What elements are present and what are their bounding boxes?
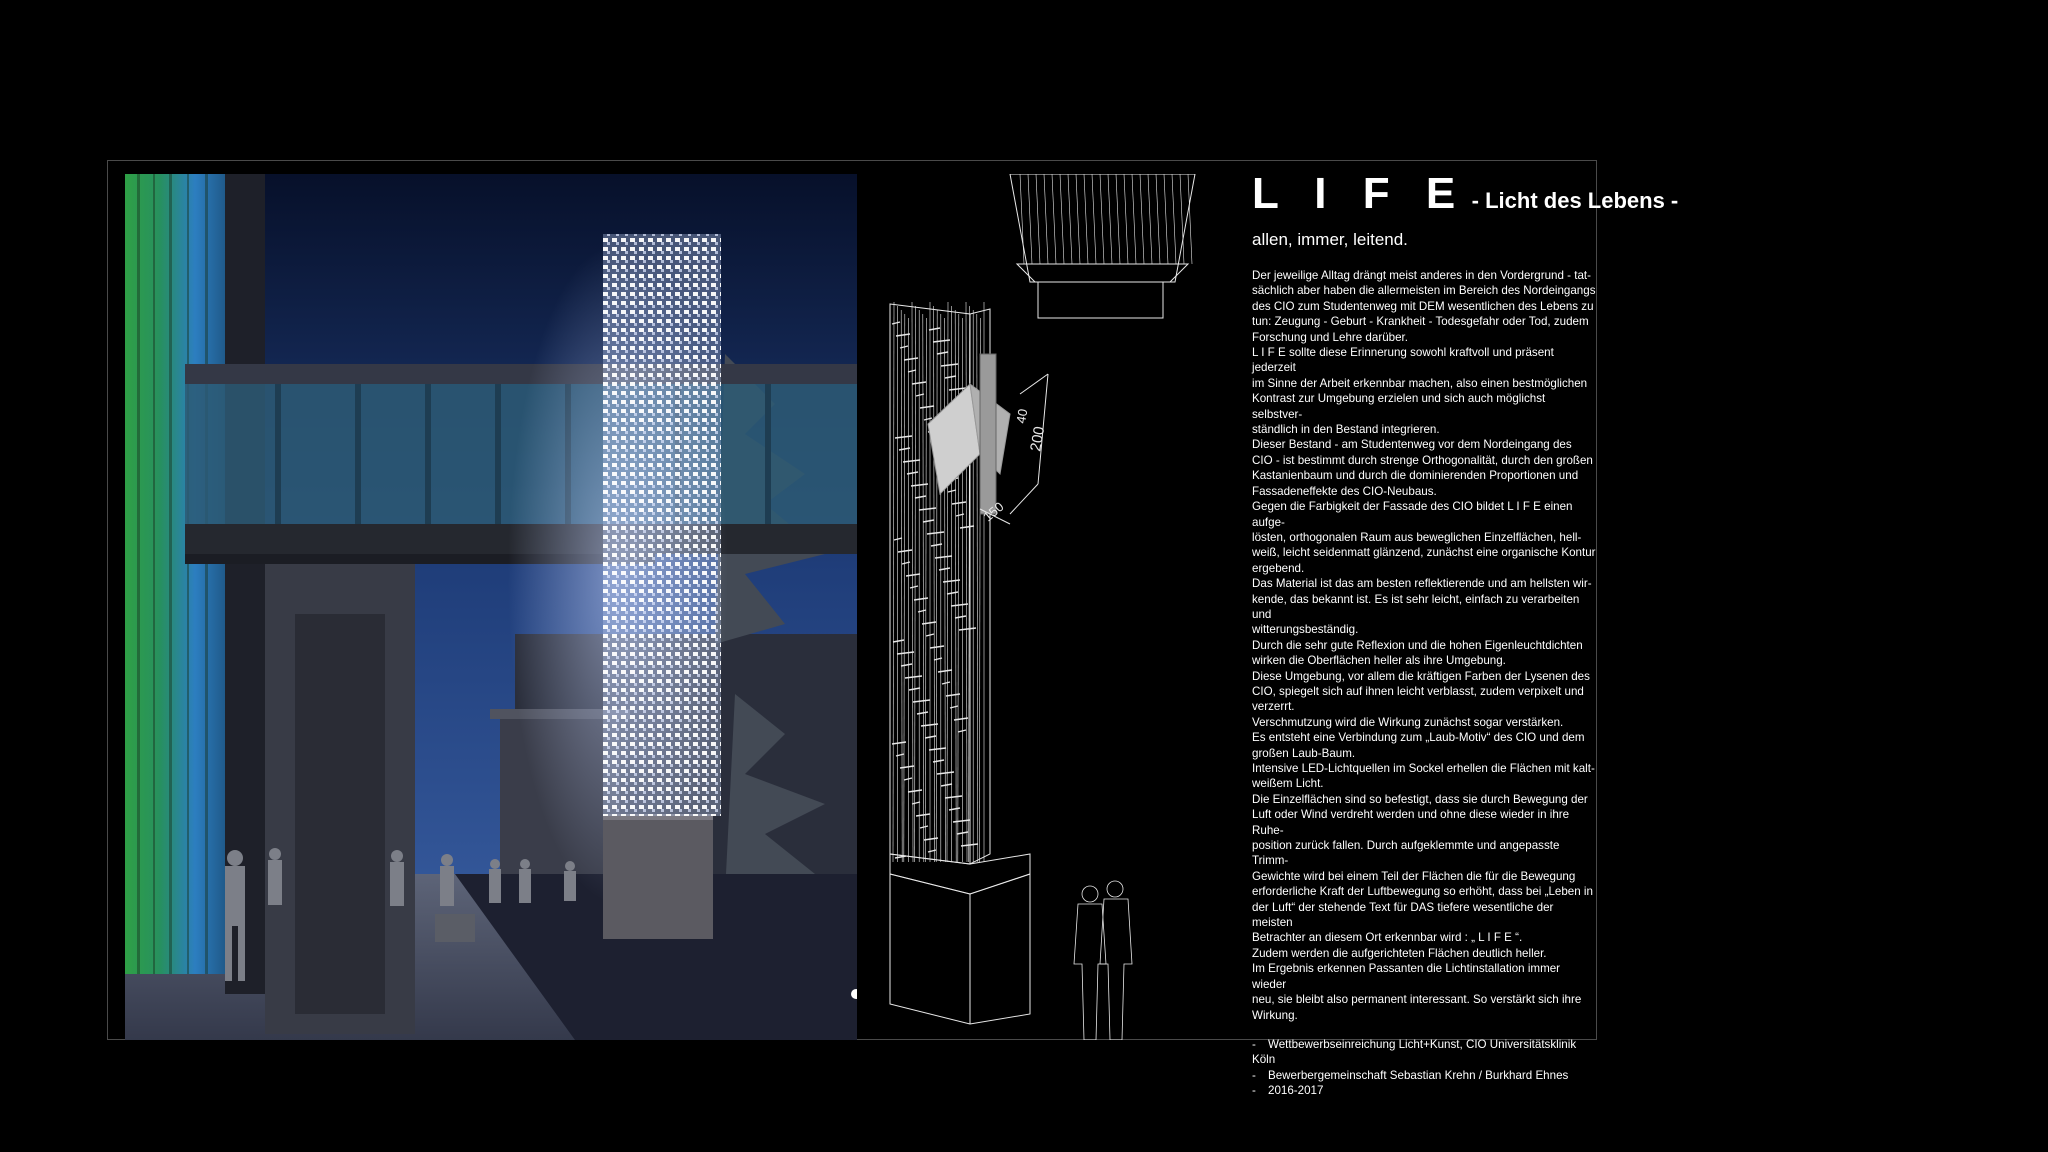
body-line: Die Einzelflächen sind so befestigt, dass sie durch Bewegung der: [1252, 792, 1588, 806]
body-line: sächlich aber haben die allermeisten im Bereich des Nordeingangs: [1252, 284, 1596, 298]
body-line: Kontrast zur Umgebung erzielen und sich auch möglichst selbstver-: [1252, 392, 1546, 421]
body-text: [1252, 268, 1597, 1023]
body-line: CIO - ist bestimmt durch strenge Orthogonalität, durch den großen: [1252, 453, 1593, 467]
body-line: Zudem werden die aufgerichteten Flächen deutlich heller.: [1252, 946, 1547, 960]
dimension-150: 150: [980, 498, 1007, 525]
body-line: Verschmutzung wird die Wirkung zunächst sogar verstärken.: [1252, 715, 1564, 729]
credit-item: - Wettbewerbseinreichung Licht+Kunst, CIO Universitätsklinik Köln: [1252, 1037, 1597, 1068]
body-line: kende, das bekannt ist. Es ist sehr leicht, einfach zu verarbeiten und: [1252, 592, 1580, 621]
title: [1252, 169, 1679, 218]
body-line: Im Ergebnis erkennen Passanten die Lichtinstallation immer wieder: [1252, 962, 1561, 991]
body-line: wirken die Oberflächen heller als ihre Umgebung.: [1252, 654, 1506, 668]
body-line: Das Material ist das am besten reflektierende und am hellsten wir-: [1252, 577, 1592, 591]
body-line: im Sinne der Arbeit erkennbar machen, also einen bestmöglichen: [1252, 376, 1588, 390]
body-line: verzerrt.: [1252, 700, 1295, 714]
body-line: position zurück fallen. Durch aufgeklemmte und angepasste Trimm-: [1252, 839, 1560, 868]
body-line: ständlich in den Bestand integrieren.: [1252, 423, 1440, 437]
body-line: Diese Umgebung, vor allem die kräftigen Farben der Lysenen des: [1252, 669, 1590, 683]
body-line: Fassadeneffekte des CIO-Neubaus.: [1252, 484, 1437, 498]
credit-item: - Bewerbergemeinschaft Sebastian Krehn / Burkhard Ehnes: [1252, 1068, 1597, 1083]
body-line: Betrachter an diesem Ort erkennbar wird : „ L I F E “.: [1252, 931, 1523, 945]
wireframe-column-top: [1010, 174, 1195, 318]
body-line: tun: Zeugung - Geburt - Krankheit - Todesgefahr oder Tod, zudem: [1252, 315, 1589, 329]
body-line: neu, sie bleibt also permanent interessant. So verstärkt sich ihre: [1252, 993, 1582, 1007]
body-line: großen Laub-Baum.: [1252, 746, 1356, 760]
body-line: CIO, spiegelt sich auf ihnen leicht verblasst, zudem verpixelt und: [1252, 684, 1584, 698]
body-line: Es entsteht eine Verbindung zum „Laub-Motiv“ des CIO und dem: [1252, 731, 1585, 745]
body-line: weißem Licht.: [1252, 777, 1324, 791]
body-line: Gegen die Farbigkeit der Fassade des CIO bildet L I F E einen aufge-: [1252, 500, 1573, 529]
body-line: Kastanienbaum und durch die dominierenden Proportionen und: [1252, 469, 1579, 483]
body-line: des CIO zum Studentenweg mit DEM wesentlichen des Lebens zu: [1252, 299, 1594, 313]
body-line: ergebend.: [1252, 561, 1305, 575]
tagline: allen, immer, leitend.: [1252, 230, 1408, 249]
body-line: Intensive LED-Lichtquellen im Sockel erhellen die Flächen mit kalt-: [1252, 762, 1595, 775]
wireframe-drawings: [870, 174, 1260, 1040]
body-line: Durch die sehr gute Reflexion und die hohen Eigenleuchtdichten: [1252, 638, 1583, 652]
body-line: Gewichte wird bei einem Teil der Flächen die für die Bewegung: [1252, 869, 1576, 883]
dimension-40: 40: [1013, 407, 1031, 425]
body-line: L I F E sollte diese Erinnerung sowohl kraftvoll und präsent jederzeit: [1252, 346, 1554, 375]
body-line: witterungsbeständig.: [1252, 623, 1359, 637]
night-rendering: [125, 174, 857, 1040]
body-line: erforderliche Kraft der Luftbewegung so erhöht, dass bei „Leben in: [1252, 885, 1593, 899]
dimension-200: 200: [1027, 425, 1049, 453]
mounting-detail: [928, 354, 1048, 524]
light-column: [603, 234, 721, 816]
body-line: Forschung und Lehre darüber.: [1252, 330, 1408, 344]
body-line: Wirkung.: [1252, 1008, 1298, 1022]
credits-list: [1252, 1037, 1597, 1099]
title-main: L I F E: [1252, 169, 1468, 218]
title-subtitle: - Licht des Lebens -: [1471, 188, 1679, 213]
column-plinth: [603, 814, 713, 939]
bench: [435, 914, 475, 942]
body-line: weiß, leicht seidenmatt glänzend, zunächst eine organische Kontur: [1252, 546, 1596, 560]
credit-item: - 2016-2017: [1252, 1083, 1597, 1098]
scale-figures: [1074, 881, 1132, 1040]
body-line: Der jeweilige Alltag drängt meist anderes in den Vordergrund - tat-: [1252, 269, 1591, 282]
description-column: [1252, 169, 1679, 1099]
body-line: der Luft“ der stehende Text für DAS tiefere wesentliche der meisten: [1252, 900, 1554, 930]
body-line: lösten, orthogonalen Raum aus beweglichen Einzelflächen, hell-: [1252, 530, 1582, 544]
body-line: Dieser Bestand - am Studentenweg vor dem Nordeingang des: [1252, 438, 1572, 452]
body-line: Luft oder Wind verdreht werden und ohne diese wieder in ihre Ruhe-: [1252, 808, 1570, 837]
